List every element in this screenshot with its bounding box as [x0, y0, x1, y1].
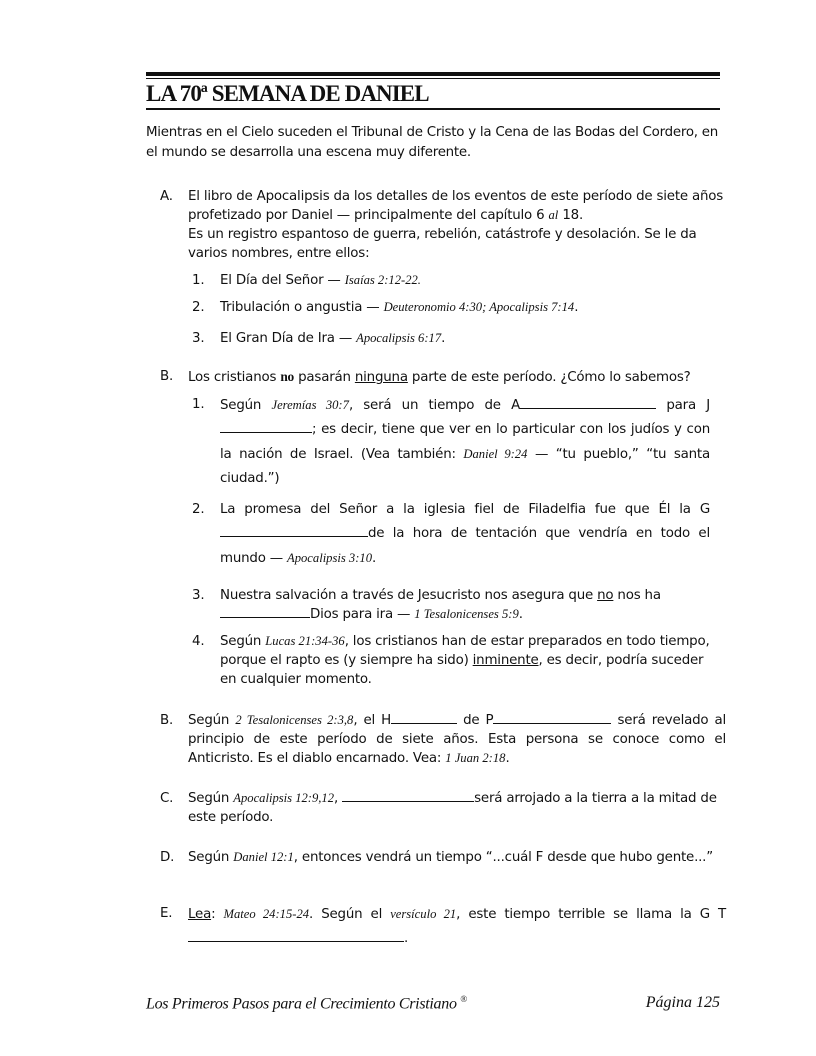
underlined-inminente: inminente: [472, 653, 539, 668]
item-text: Según: [220, 634, 266, 649]
section-a-text1-end: 18.: [558, 208, 584, 223]
scripture-ref: Apocalipsis 3:10: [287, 551, 373, 565]
section-a-al: al: [548, 208, 559, 222]
item-end: .: [372, 551, 377, 566]
item-body: [220, 586, 710, 624]
section-b-text: parte de este período. ¿Cómo lo sabemos?: [407, 370, 691, 385]
section-a: [160, 187, 726, 267]
footer-title-text: Los Primeros Pasos para el Crecimiento Cristiano: [146, 995, 457, 1013]
item-body: [220, 329, 710, 348]
scripture-ref: 1 Tesalonicenses 5:9: [414, 607, 519, 621]
item-body: [220, 298, 710, 317]
section-c-marker: C.: [160, 791, 174, 806]
intro-paragraph: Mientras en el Cielo suceden el Tribunal de Cristo y la Cena de las Bodas del Cordero, en el mundo se desarrolla una escena muy diferente.: [146, 125, 718, 160]
item-text: , los cristianos han de estar preparados en todo tiempo, porque el rapto es (y siempre ha sido): [220, 634, 710, 668]
answer-blank[interactable]: [520, 396, 656, 409]
section-a-text1: El libro de Apocalipsis da los detalles de los eventos de este período de siete años profetizado por Daniel — principalmente del capítulo 6: [188, 189, 724, 223]
item-end: .: [441, 331, 446, 346]
scripture-ref: Deuteronomio 4:30; Apocalipsis 7:14: [383, 300, 575, 314]
scripture-ref: 1 Juan 2:18: [445, 751, 506, 765]
footer-book-title: [146, 994, 467, 1013]
item-text: ,: [334, 791, 343, 806]
section-b-text: pasarán: [294, 370, 355, 385]
scripture-ref: Daniel 9:24: [463, 447, 528, 461]
item-body: [220, 498, 710, 571]
item-end: .: [574, 300, 579, 315]
item-text: :: [211, 907, 224, 922]
page-title: LA 70ª SEMANA DE DANIEL: [146, 80, 720, 110]
scripture-ref: Jeremías 30:7: [271, 398, 349, 412]
item-text: , entonces vendrá un tiempo “...cuál F desde que hubo gente...”: [293, 850, 713, 865]
item-text: . Según el: [309, 907, 391, 922]
section-b-body: [188, 367, 726, 387]
section-b2-marker: B.: [160, 713, 174, 728]
item-text: Según: [188, 850, 234, 865]
item-text: , este tiempo terrible se llama la G T: [456, 907, 726, 922]
section-e-body: [188, 902, 726, 951]
answer-blank[interactable]: [188, 929, 404, 942]
item-text: será arrojado a la tierra a la mitad de este período.: [188, 791, 717, 825]
item-text: ; es decir, tiene que ver en lo particular con los judíos y con la nación de Israel. (Vea también:: [220, 422, 710, 462]
section-b-text: Los cristianos: [188, 370, 281, 385]
item-text: será revelado al principio de este período de siete años. Esta persona se conoce como el Anticristo. Es el diablo encarnado. Vea:: [188, 713, 727, 766]
answer-blank[interactable]: [493, 711, 611, 724]
scripture-ref: Mateo 24:15-24: [223, 907, 310, 921]
item-marker: 3.: [192, 588, 205, 603]
item-body: [220, 271, 710, 290]
item-marker: 1.: [192, 397, 205, 412]
item-text: de la hora de tentación que vendría en todo el mundo —: [220, 526, 710, 566]
item-text: Dios para ira —: [310, 607, 415, 622]
section-d-body: [188, 848, 726, 867]
item-text: Tribulación o angustia —: [220, 300, 384, 315]
footer-page-number: Página 125: [645, 994, 720, 1011]
item-body: [220, 393, 710, 491]
item-text: El Día del Señor —: [220, 273, 345, 288]
top-rule-thick: [146, 72, 720, 76]
answer-blank[interactable]: [220, 420, 312, 433]
item-text: para J: [656, 398, 710, 413]
underlined-lea: Lea: [188, 907, 212, 922]
item-marker: 2.: [192, 300, 205, 315]
item-text: El Gran Día de Ira —: [220, 331, 357, 346]
scripture-ref: Apocalipsis 12:9,12: [233, 791, 335, 805]
item-text: — “tu pueblo,” “tu santa ciudad.”): [220, 447, 710, 486]
item-marker: 4.: [192, 634, 205, 649]
item-text: Según: [220, 398, 272, 413]
emphasis-no: no: [280, 369, 295, 384]
scripture-ref: 2 Tesalonicenses 2:3,8: [235, 713, 354, 727]
item-end: .: [518, 607, 523, 622]
section-a-text2: Es un registro espantoso de guerra, rebelión, catástrofe y desolación. Se le da varios nombres, entre ellos:: [188, 227, 697, 261]
item-text: Según: [188, 713, 236, 728]
answer-blank[interactable]: [220, 605, 310, 618]
item-text: , será un tiempo de A: [348, 398, 521, 413]
item-end: .: [404, 931, 409, 946]
underlined-ninguna: ninguna: [354, 370, 408, 385]
section-c-body: [188, 789, 726, 827]
section-a-marker: A.: [160, 189, 173, 204]
registered-mark: ®: [460, 994, 467, 1004]
section-e-marker: E.: [160, 906, 173, 921]
item-text: , es decir, podría suceder en cualquier momento.: [220, 653, 704, 687]
item-marker: 1.: [192, 273, 205, 288]
answer-blank[interactable]: [391, 711, 457, 724]
item-text: Nuestra salvación a través de Jesucristo nos asegura que: [220, 588, 598, 603]
item-end: .: [505, 751, 510, 766]
scripture-ref: Daniel 12:1: [233, 850, 294, 864]
section-d-marker: D.: [160, 850, 175, 865]
top-rule-thin: [146, 78, 720, 79]
item-text: de P: [457, 713, 494, 728]
scripture-ref: versículo 21: [390, 907, 457, 921]
underlined-no: no: [597, 588, 614, 603]
scripture-ref: Lucas 21:34-36: [265, 634, 345, 648]
scripture-ref: Apocalipsis 6:17: [356, 331, 442, 345]
section-b2-body: [188, 711, 726, 768]
section-b-marker: B.: [160, 369, 174, 384]
item-text: , el H: [353, 713, 392, 728]
item-text: Según: [188, 791, 234, 806]
item-text: La promesa del Señor a la iglesia fiel de Filadelfia fue que Él la G: [220, 502, 710, 517]
scripture-ref: Isaías 2:12-22.: [344, 273, 421, 287]
item-marker: 3.: [192, 331, 205, 346]
answer-blank[interactable]: [220, 524, 368, 537]
item-marker: 2.: [192, 502, 205, 517]
item-body: [220, 632, 710, 689]
item-text: nos ha: [613, 588, 661, 603]
answer-blank[interactable]: [342, 789, 474, 802]
section-a-body: [188, 187, 726, 263]
